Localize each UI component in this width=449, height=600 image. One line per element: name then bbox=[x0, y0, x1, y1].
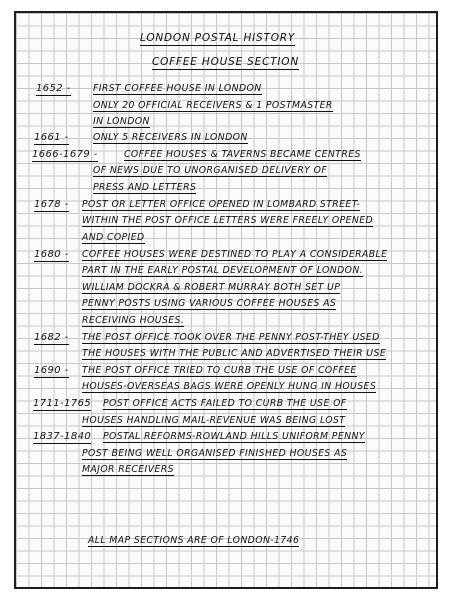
entry-line: COFFEE HOUSES & TAVERNS BECAME CENTRES bbox=[124, 149, 361, 160]
entry-line: POST OFFICE ACTS FAILED TO CURB THE USE OF bbox=[103, 398, 347, 409]
entry-date: 1680 - bbox=[34, 249, 69, 260]
entry-date: 1666-1679 - bbox=[32, 149, 98, 160]
entry-line: POST BEING WELL ORGANISED FINISHED HOUSES AS bbox=[82, 448, 348, 459]
entry-date: 1682 - bbox=[34, 332, 69, 343]
entry-date: 1837-1840 bbox=[33, 431, 92, 442]
entry-line: THE POST OFFICE TOOK OVER THE PENNY POST-THEY USED bbox=[82, 332, 380, 343]
entry-date: 1678 - bbox=[34, 199, 69, 210]
entry-line: THE HOUSES WITH THE PUBLIC AND ADVERTISED THEIR USE bbox=[82, 348, 387, 359]
entry-line: PRESS AND LETTERS bbox=[93, 182, 197, 193]
entry-line: THE POST OFFICE TRIED TO CURB THE USE OF COFFEE bbox=[82, 365, 357, 376]
entry-line: POST OR LETTER OFFICE OPENED IN LOMBARD STREET- bbox=[82, 199, 361, 210]
entry-line: WILLIAM DOCKRA & ROBERT MURRAY BOTH SET UP bbox=[82, 282, 341, 293]
entry-line: IN LONDON bbox=[93, 116, 150, 127]
entry-line: RECEIVING HOUSES. bbox=[82, 315, 185, 326]
entry-line: WITHIN THE POST OFFICE LETTERS WERE FREELY OPENED bbox=[82, 215, 374, 226]
page-title: LONDON POSTAL HISTORY bbox=[140, 32, 296, 44]
entry-line: PENNY POSTS USING VARIOUS COFFEE HOUSES AS bbox=[82, 298, 337, 309]
entry-line: HOUSES-OVERSEAS BAGS WERE OPENLY HUNG IN HOUSES bbox=[82, 381, 377, 392]
page-subtitle: COFFEE HOUSE SECTION bbox=[152, 56, 300, 68]
entry-line: FIRST COFFEE HOUSE IN LONDON bbox=[93, 83, 262, 94]
entry-line: POSTAL REFORMS-ROWLAND HILLS UNIFORM PENNY bbox=[103, 431, 365, 442]
entry-line: HOUSES HANDLING MAIL-REVENUE WAS BEING LOST bbox=[82, 415, 346, 426]
entry-line: ONLY 5 RECEIVERS IN LONDON bbox=[93, 132, 248, 143]
entry-date: 1690 - bbox=[34, 365, 69, 376]
entry-date: 1661 - bbox=[34, 132, 69, 143]
entry-date: 1711-1765 bbox=[33, 398, 92, 409]
entry-line: COFFEE HOUSES WERE DESTINED TO PLAY A CONSIDERABLE bbox=[82, 249, 388, 260]
footer-note: ALL MAP SECTIONS ARE OF LONDON-1746 bbox=[88, 535, 300, 546]
entry-line: MAJOR RECEIVERS bbox=[82, 464, 174, 475]
entry-line: ONLY 20 OFFICIAL RECEIVERS & 1 POSTMASTER bbox=[93, 100, 333, 111]
entry-date: 1652 - bbox=[36, 83, 71, 94]
entry-line: AND COPIED bbox=[82, 232, 145, 243]
entry-line: PART IN THE EARLY POSTAL DEVELOPMENT OF LONDON. bbox=[82, 265, 364, 276]
entry-line: OF NEWS DUE TO UNORGANISED DELIVERY OF bbox=[93, 165, 328, 176]
